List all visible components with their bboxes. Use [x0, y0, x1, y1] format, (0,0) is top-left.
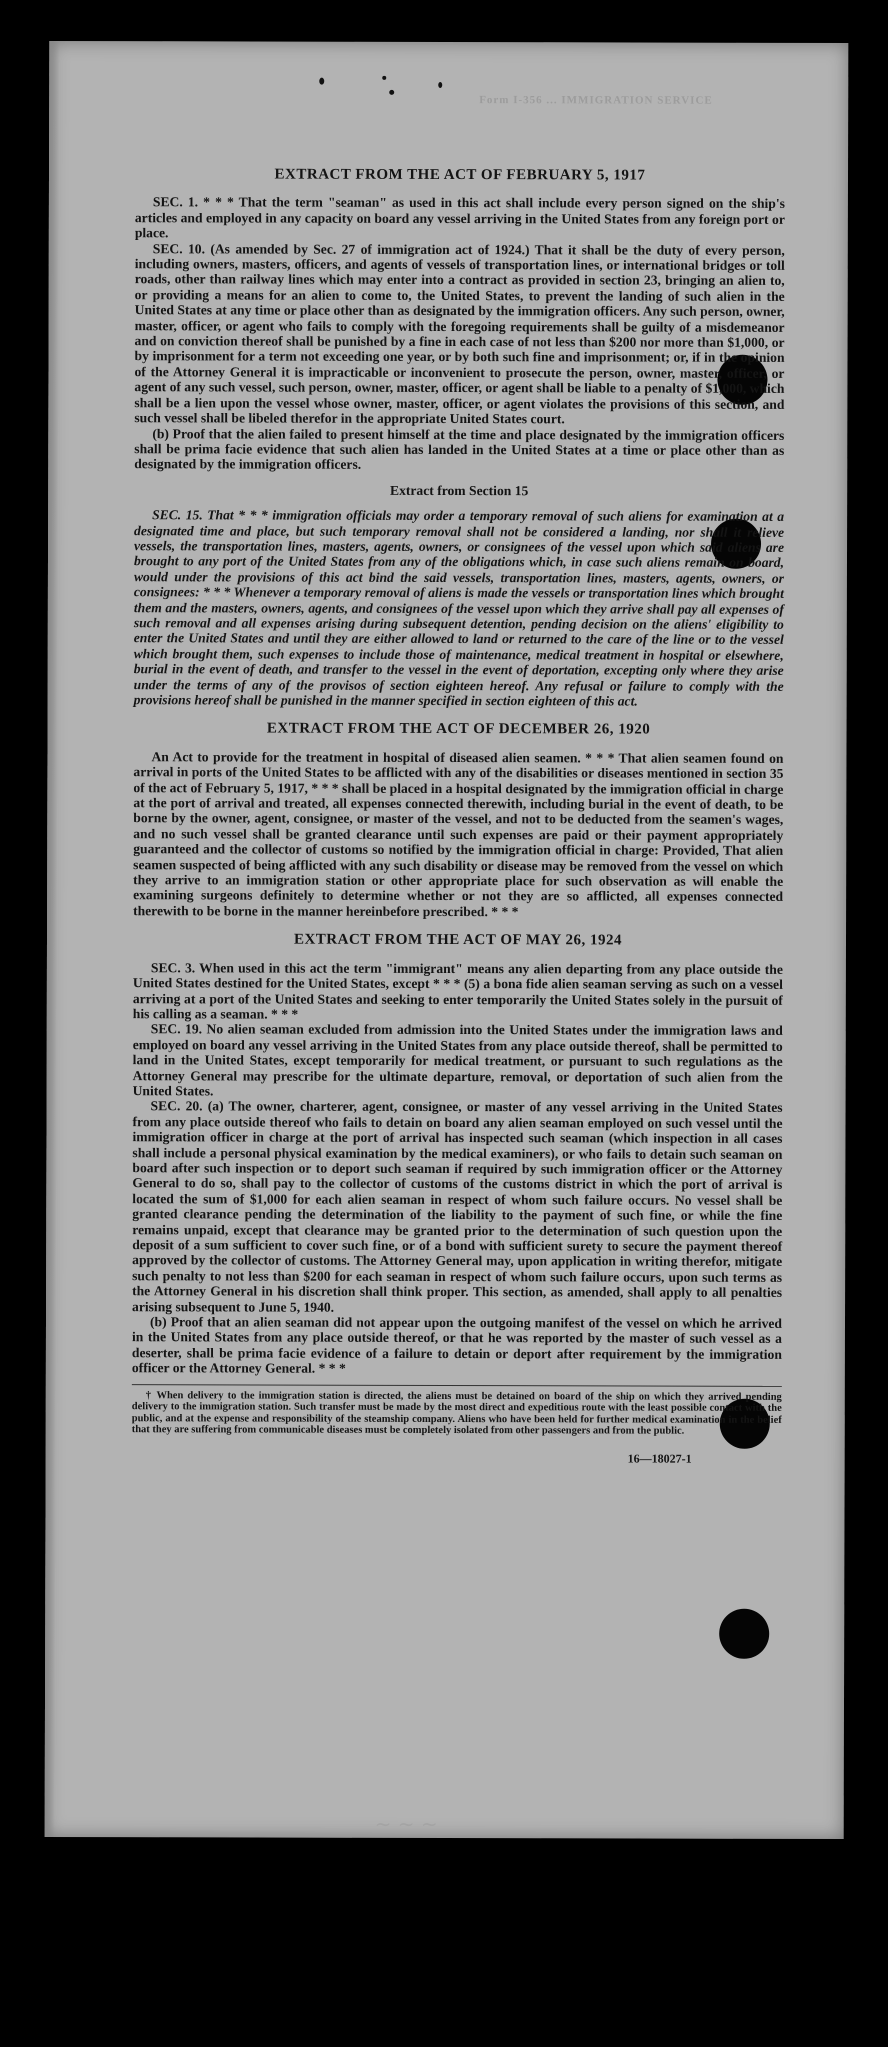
ink-speck [319, 78, 324, 85]
faint-bleedthrough-header: Form I-356 ... IMMIGRATION SERVICE [479, 94, 713, 107]
form-number: 16—18027-1 [627, 1451, 692, 1466]
document-body [132, 125, 786, 1467]
paragraph: An Act to provide for the treatment in hospital of diseased alien seamen. * * * That alien seamen found on arrival in ports of the United States to be afflicted with any of the disabilities or diseases mentioned in section 35 of the act of February 5, 1917, * * * shall be placed in a hospital designated by the immigration official in charge at the port of arrival and treated, all expenses connected therewith, including burial in the event of death, to be borne by the owner, agent, consignee, or master of the vessel, and not to be deducted from the seamen's wages, and no such vessel shall be granted clearance until such expenses are paid or their payment appropriately guaranteed and the collector of customs so notified by the immigration official in charge: Provided, That alien seamen suspected of being afflicted with any such disability or disease may be removed from the vessel on which they arrive to an immigration station or other appropriate place for such observation as will enable the examining surgeons definitely to determine whether or not they are so afflicted, all expenses connected therewith to be borne in the manner hereinbefore prescribed. * * * [133, 749, 784, 920]
sheet-edge-shadow [45, 41, 60, 1837]
paragraph: SEC. 20. (a) The owner, charterer, agent, consignee, or master of any vessel arriving in the United States from any place outside thereof who fails to detain on board any alien seaman employed on such vessel until the immigration officer in charge at the port of arrival has inspected such seaman (which inspection in all cases shall include a personal physical examination by the medical examiners), or who fails to detain such seaman on board after such inspection or to deport such seaman if required by such immigration officer or the Attorney General to do so, shall pay to the collector of customs of the customs district in which the port of arrival is located the sum of $1,000 for each alien seaman in respect of whom such failure occurs. No vessel shall be granted clearance pending the determination of the liability to the payment of such fine, or while the fine remains unpaid, except that clearance may be granted prior to the determination of such question upon the deposit of a sum sufficient to cover such fine, or of a bond with sufficient surety to secure the payment thereof approved by the collector of customs. The Attorney General may, upon application in writing therefor, mitigate such penalty to not less than $200 for each seaman in respect of whom such failure occurs, upon such terms as the Attorney General in his discretion shall think proper. This section, as amended, shall apply to all penalties arising subsequent to June 5, 1940. [132, 1098, 783, 1315]
ink-speck [382, 76, 386, 80]
paragraph: SEC. 19. No alien seaman excluded from admission into the United States under the immigration laws and employed on board any vessel arriving in the United States from any place outside thereof, shall be permitted to land in the United States, except temporarily for medical treatment, or pursuant to such regulations as the Attorney General may prescribe for the ultimate departure, removal, or deportation of such alien from the United States. [132, 1021, 783, 1099]
section-heading: EXTRACT FROM THE ACT OF FEBRUARY 5, 1917 [274, 166, 646, 184]
section-heading: EXTRACT FROM THE ACT OF MAY 26, 1924 [293, 931, 623, 949]
paragraph: SEC. 1. * * * That the term "seaman" as used in this act shall include every person signed on the ship's articles and employed in any capacity on board any vessel arriving in the United States from any foreign port or place. [134, 194, 785, 241]
punch-hole-4 [719, 1609, 769, 1659]
ink-speck [389, 90, 394, 95]
paragraph: (b) Proof that an alien seaman did not appear upon the outgoing manifest of the vessel on which he arrived in the United States from any place outside thereof, or that he was reported by the master of such vessel as a deserter, shall be prima facie evidence of a failure to detain or deport after requirement by the immigration officer or the Attorney General. * * * [131, 1314, 783, 1376]
footnote-divider [132, 1384, 782, 1387]
paragraph: SEC. 3. When used in this act the term "immigrant" means any alien departing from any place outside the United States destined for the United States, except * * * (5) a bona fide alien seaman serving as such on a vessel arriving at a port of the United States and seeking to enter temporarily the United States solely in the pursuit of his calling as a seaman. * * * [132, 959, 783, 1022]
document-sheet [45, 41, 849, 1839]
faint-handwriting-bleedthrough: ~ ~ ~ [374, 1811, 438, 1836]
section-heading: EXTRACT FROM THE ACT OF DECEMBER 26, 1920 [266, 720, 651, 738]
section-subheading: Extract from Section 15 [390, 482, 529, 498]
paragraph-italic: SEC. 15. That * * * immigration officials may order a temporary removal of such aliens for examination at a designated time and place, but such temporary removal shall not be considered a landing, nor shall it relieve vessels, the transportation lines, masters, agents, owners, or consignees of the vessel upon which said aliens are brought to any port of the United States from any of the obligations which, in case such aliens remain on board, would under the provisions of this act bind the said vessels, transportation lines, masters, agents, owners, or consignees: * * * Whenever a temporary removal of aliens is made the vessels or transportation lines which brought them and the masters, owners, agents, and consignees of the vessel upon which they arrive shall pay all expenses of such removal and all expenses arising during subsequent detention, pending decision on the aliens' eligibility to enter the United States and until they are either allowed to land or returned to the care of the line or to the vessel which brought them, such expenses to include those of maintenance, medical treatment in hospital or elsewhere, burial in the event of death, and transfer to the vessel in the event of deportation, excepting only where they arise under the terms of any of the provisos of section eighteen hereof. Any refusal or failure to comply with the provisions hereof shall be punished in the manner specified in section eighteen of this act. [133, 507, 785, 709]
paragraph: SEC. 10. (As amended by Sec. 27 of immigration act of 1924.) That it shall be the duty of every person, including owners, masters, officers, and agents of vessels of transportation lines, or international bridges or toll roads, other than railway lines which may enter into a contract as provided in section 23, bringing an alien to, or providing a means for an alien to come to, the United States, to prevent the landing of such alien in the United States at any time or place other than as designated by the immigration officers. Any such person, owner, master, officer, or agent who fails to comply with the foregoing requirements shall be guilty of a misdemeanor and on conviction thereof shall be punished by a fine in each case of not less than $200 nor more than $1,000, or by imprisonment for a term not exceeding one year, or by both such fine and imprisonment; or, if in the opinion of the Attorney General it is impracticable or inconvenient to prosecute the person, owner, master, officer, or agent of any such vessel, such person, owner, master, officer, or agent shall be liable to a penalty of $1,000, which shall be a lien upon the vessel whose owner, master, officer, or agent violates the provisions of this section, and such vessel shall be libeled therefor in the appropriate United States court. [134, 240, 785, 427]
footnote: † When delivery to the immigration station is directed, the aliens must be detained on board of the ship on which they arrived pending delivery to the immigration station. Such transfer must be made by the most direct and expeditious route with the least possible contact with the public, and at the expense and responsibility of the steamship company. Aliens who have been held for further medical examination in the belief that they are suffering from communicable diseases must be completely isolated from other passengers and from the public. [131, 1389, 782, 1437]
ink-speck [438, 82, 442, 88]
paragraph: (b) Proof that the alien failed to present himself at the time and place designated by the immigration officers shall be prima facie evidence that such alien has landed in the United States at a time or place other than as designated by the immigration officers. [134, 425, 785, 473]
